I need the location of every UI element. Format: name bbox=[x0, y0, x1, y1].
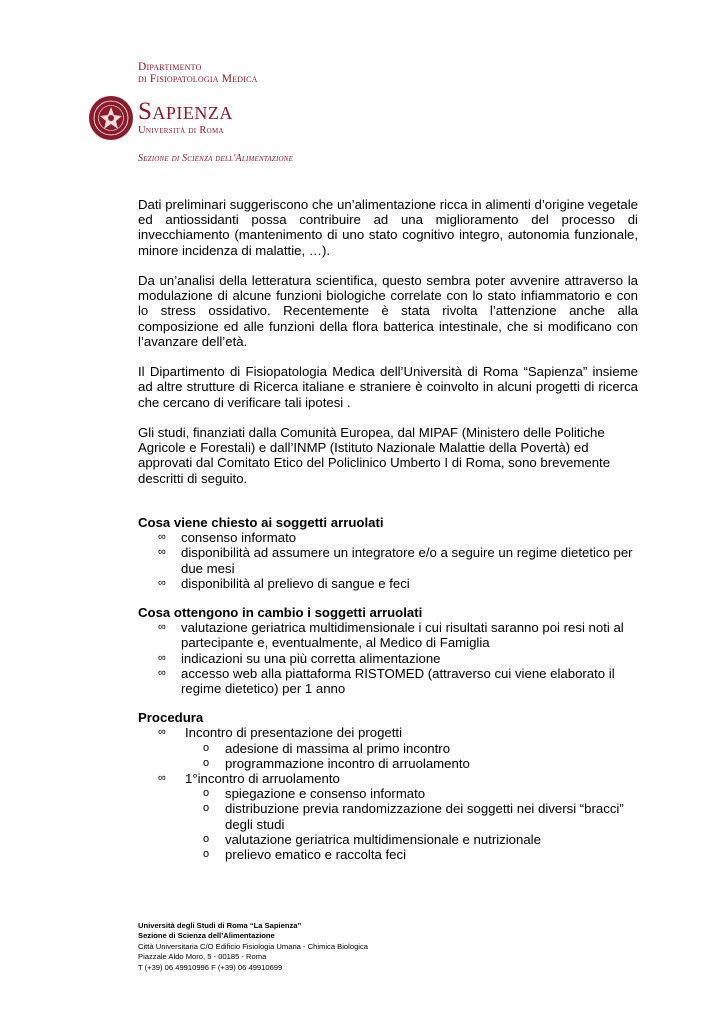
footer-phone: T (+39) 06 49910996 F (+39) 06 49910699 bbox=[138, 962, 283, 972]
procedure-sub-list bbox=[185, 741, 638, 771]
section-3-title: Procedura bbox=[138, 710, 204, 726]
section-name: Sezione di Scienza dell'Alimentazione bbox=[138, 153, 294, 164]
department-line-1: Dipartimento bbox=[138, 61, 202, 73]
sub-list-item: o adesione di massima al primo incontro bbox=[203, 740, 451, 756]
bullet-icon: ∞ bbox=[158, 726, 166, 739]
footer-university: Università degli Studi di Roma “La Sapienza” bbox=[138, 921, 302, 930]
list-item: ∞ consenso informato bbox=[158, 530, 297, 546]
bullet-icon: ∞ bbox=[158, 651, 166, 664]
department-name bbox=[138, 61, 258, 85]
bullet-icon: ∞ bbox=[158, 621, 166, 634]
procedure-step: ∞ Incontro di presentazione dei progetti o adesione di massima al primo incontro o programmazione incontro di arruolamento bbox=[138, 725, 638, 771]
bullet-icon: ∞ bbox=[158, 772, 166, 785]
sub-bullet-icon: o bbox=[203, 741, 210, 754]
sub-bullet-icon: o bbox=[203, 787, 210, 800]
paragraph-2: Da un’analisi della letteratura scientifica, questo sembra poter avvenire attraverso la modulazione di alcune funzioni biologiche correlate con lo stato infiammatorio e con lo stress ossidativo. Recentemente è stata rivolta l’attenzione anche alla composizione ed alle funzioni della flora batterica intestinale, che si modificano con l’avanzare dell’età. bbox=[138, 273, 638, 349]
department-line-2: di Fisiopatologia Medica bbox=[138, 73, 258, 85]
sub-bullet-icon: o bbox=[203, 802, 210, 815]
list-item: ∞ indicazioni su una più corretta alimentazione bbox=[158, 650, 441, 666]
sub-list-item: o prelievo ematico e raccolta feci bbox=[203, 847, 407, 863]
footer-address-2: Piazzale Aldo Moro, 5 - 00185 - Roma bbox=[138, 952, 267, 962]
sub-bullet-icon: o bbox=[203, 848, 210, 861]
paragraph-4: Gli studi, finanziati dalla Comunità Europea, dal MIPAF (Ministero delle Politiche Agricole e Forestali) e dall’INMP (Istituto Nazionale Malattie della Povertà) ed approvati dal Comitato Etico del Policlinico Umberto I di Roma, sono brevemente descritti di seguito. bbox=[138, 425, 611, 486]
sub-list-item: o programmazione incontro di arruolamento bbox=[203, 755, 470, 771]
section-2-list bbox=[138, 620, 638, 696]
sapienza-seal-icon bbox=[88, 95, 134, 141]
section-1-title: Cosa viene chiesto ai soggetti arruolati bbox=[138, 515, 384, 530]
list-item: ∞ disponibilità al prelievo di sangue e feci bbox=[158, 575, 410, 591]
section-1-list bbox=[138, 530, 638, 591]
sub-list-item: o spiegazione e consenso informato bbox=[203, 786, 426, 802]
document-body bbox=[138, 197, 638, 862]
bullet-icon: ∞ bbox=[158, 531, 166, 544]
procedure-step: ∞ 1°incontro di arruolamento o spiegazione e consenso informato o distribuzione previa randomizzazione dei soggetti nei diversi “bracci” degli studi o valutazione geriatrica multidimensionale e nutrizionale o prelievo ematico e raccolta feci bbox=[138, 771, 638, 862]
procedure-sub-list bbox=[185, 786, 638, 862]
sub-bullet-icon: o bbox=[203, 832, 210, 845]
list-item: ∞ disponibilità ad assumere un integratore e/o a seguire un regime dietetico per due mesi bbox=[158, 545, 633, 576]
paragraph-3: Il Dipartimento di Fisiopatologia Medica dell’Università di Roma “Sapienza” insieme ad altre strutture di Ricerca italiane e straniere è coinvolto in alcuni progetti di ricerca che cercano di verificare tali ipotesi . bbox=[138, 364, 638, 410]
footer-section: Sezione di Scienza dell’Alimentazione bbox=[138, 931, 275, 941]
brand-block bbox=[138, 99, 233, 137]
bullet-icon: ∞ bbox=[158, 666, 166, 679]
procedure-list bbox=[138, 725, 638, 862]
paragraph-1: Dati preliminari suggeriscono che un’alimentazione ricca in alimenti d’origine vegetale ed antiossidanti possa contribuire ad una miglioramento del processo di invecchiamento (mantenimento di uno stato cognitivo integro, autonomia funzionale, minore incidenza di malattie, …). bbox=[138, 197, 638, 258]
footer-address-1: Città Universitaria C/O Edificio Fisiologia Umana - Chimica Biologica bbox=[138, 941, 369, 951]
brand-name: Sapienza bbox=[138, 98, 233, 125]
list-item: ∞ valutazione geriatrica multidimensionale i cui risultati saranno poi resi noti al partecipante e, eventualmente, al Medico di Famiglia bbox=[158, 620, 624, 651]
list-item: ∞ accesso web alla piattaforma RISTOMED (attraverso cui viene elaborato il regime dietetico) per 1 anno bbox=[158, 665, 615, 697]
footer bbox=[138, 921, 368, 973]
sub-bullet-icon: o bbox=[203, 756, 210, 769]
bullet-icon: ∞ bbox=[158, 576, 166, 589]
sub-list-item: o valutazione geriatrica multidimensionale e nutrizionale bbox=[203, 831, 541, 847]
brand-subtitle: Università di Roma bbox=[138, 125, 224, 136]
section-2-title: Cosa ottengono in cambio i soggetti arruolati bbox=[138, 605, 423, 621]
bullet-icon: ∞ bbox=[158, 546, 166, 559]
sub-list-item: o distribuzione previa randomizzazione dei soggetti nei diversi “bracci” degli studi bbox=[203, 801, 624, 832]
